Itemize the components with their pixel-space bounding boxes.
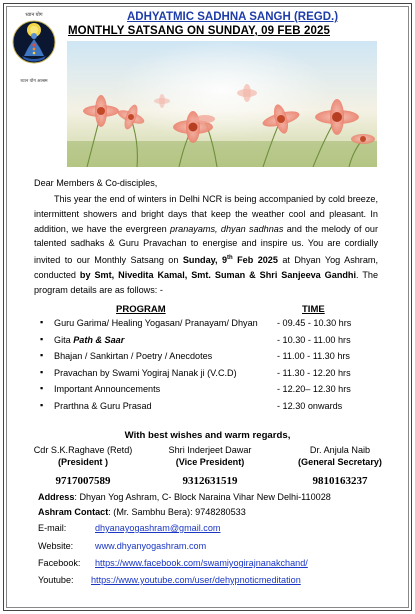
list-item	[40, 335, 390, 352]
signatory-role: (General Secretary)	[298, 456, 382, 467]
youtube-line	[38, 575, 301, 585]
paragraph-text: . The program details are as follows: -	[34, 270, 378, 295]
letter-paragraph	[34, 192, 378, 298]
list-item	[40, 401, 390, 418]
email-link[interactable]: dhyanayogashram@gmail.com	[95, 523, 221, 533]
list-item	[40, 368, 390, 385]
signatory-phone: 9717007589	[55, 474, 111, 487]
org-logo	[10, 12, 58, 86]
list-item	[40, 351, 390, 368]
facebook-line	[38, 558, 308, 568]
paragraph-italic: pranayams, dhyan sadhnas	[170, 223, 284, 234]
website-link[interactable]: www.dhyanyogashram.com	[95, 541, 207, 551]
address-value: : Dhyan Yog Ashram, C- Block Naraina Vihar New Delhi-110028	[74, 492, 331, 502]
program-item-time: - 12.30 onwards	[277, 400, 343, 411]
satsang-date: Sunday, 9	[182, 255, 228, 266]
email-label: E-mail:	[38, 523, 67, 533]
signatory-general-secretary	[284, 445, 396, 487]
signatory-phone: 9810163237	[312, 474, 368, 487]
signatory-role: (Vice President)	[175, 456, 245, 467]
signatory-name: Dr. Anjula Naib	[309, 445, 371, 455]
program-item-emphasis: Path & Saar	[73, 334, 125, 345]
program-item-label: ▪ Bhajan / Sankirtan / Poetry / Anecdotes	[54, 351, 213, 362]
time-header: TIME	[302, 304, 325, 315]
signatory-president	[20, 445, 146, 487]
program-item-label: ▪ Important Announcements	[54, 384, 161, 395]
flowers-banner-image	[67, 41, 377, 167]
signatory-name: Shri Inderjeet Dawar	[168, 445, 252, 455]
website-label: Website:	[38, 541, 74, 551]
facebook-label: Facebook:	[38, 558, 81, 568]
program-item-label: ▪ Guru Garima/ Healing Yogasan/ Pranayam/ Dhyan	[54, 318, 258, 328]
website-line	[38, 541, 207, 551]
program-item-label: ▪ Pravachan by Swami Yogiraj Nanak ji (V.C.D)	[54, 367, 237, 378]
logo-top-text: ध्यान योग	[25, 12, 43, 18]
conductors: by Smt, Nivedita Kamal, Smt. Suman & Shri Sanjeeva Gandhi	[79, 270, 357, 281]
greeting: Dear Members & Co-disciples,	[34, 178, 158, 188]
signatory-name: Cdr S.K.Raghave (Retd)	[33, 445, 133, 455]
signatory-phone: 9312631519	[182, 474, 238, 487]
program-item-time: - 12.20– 12.30 hrs	[277, 384, 351, 395]
program-item-time: - 10.30 - 11.00 hrs	[277, 334, 351, 345]
paragraph-text: This year the end of winters in Delhi NCR is being accompanied by cold breeze, intermittent showers and bright days that keep the weather cool and pleasant. In addition, we have the evergreen	[34, 194, 378, 234]
program-header: PROGRAM	[116, 304, 166, 315]
paragraph-text: at Dhyan Yog Ashram, conducted	[34, 255, 378, 281]
satsang-date-month: Feb 2025	[232, 255, 278, 266]
paragraph-text: and the melody of our talented sadhaks & Guru Pravachan to energise and inspire us. You are cordially invited to our Monthly Satsang on	[34, 223, 378, 266]
address-label: Address	[38, 492, 75, 502]
date-suffix: th	[227, 255, 233, 262]
address-line	[38, 492, 331, 502]
facebook-link[interactable]: https://www.facebook.com/swamiyogirajnanakchand/	[95, 558, 308, 568]
ashram-contact-line	[38, 507, 246, 517]
youtube-label: Youtube:	[38, 575, 74, 585]
org-name: ADHYATMIC SADHNA SANGH (REGD.)	[126, 11, 339, 23]
program-item-label	[54, 335, 124, 345]
page-title: MONTHLY SATSANG ON SUNDAY, 09 FEB 2025	[68, 25, 330, 37]
list-item	[40, 318, 390, 335]
signatory-vice-president	[156, 445, 264, 487]
ashram-contact-label: Ashram Contact	[38, 507, 109, 517]
program-list	[40, 318, 390, 418]
program-item-time: - 09.45 - 10.30 hrs	[277, 318, 352, 328]
program-item-time: - 11.30 - 12.20 hrs	[277, 367, 351, 378]
program-item-label: ▪ Prarthna & Guru Prasad	[54, 400, 152, 411]
wishes-line: With best wishes and warm regards,	[124, 430, 291, 441]
logo-bottom-text: ध्यान योग आश्रम	[20, 78, 48, 83]
program-item-text: Gita	[54, 334, 74, 345]
list-item	[40, 384, 390, 401]
meditating-figure-icon	[10, 12, 58, 86]
signatory-role: (President )	[57, 456, 109, 467]
ashram-contact-value: : (Mr. Sambhu Bera): 9748280533	[108, 507, 246, 517]
program-item-time: - 11.00 - 11.30 hrs	[277, 351, 350, 362]
email-line	[38, 523, 221, 533]
youtube-link[interactable]: https://www.youtube.com/user/dehypnoticmeditation	[91, 575, 301, 585]
